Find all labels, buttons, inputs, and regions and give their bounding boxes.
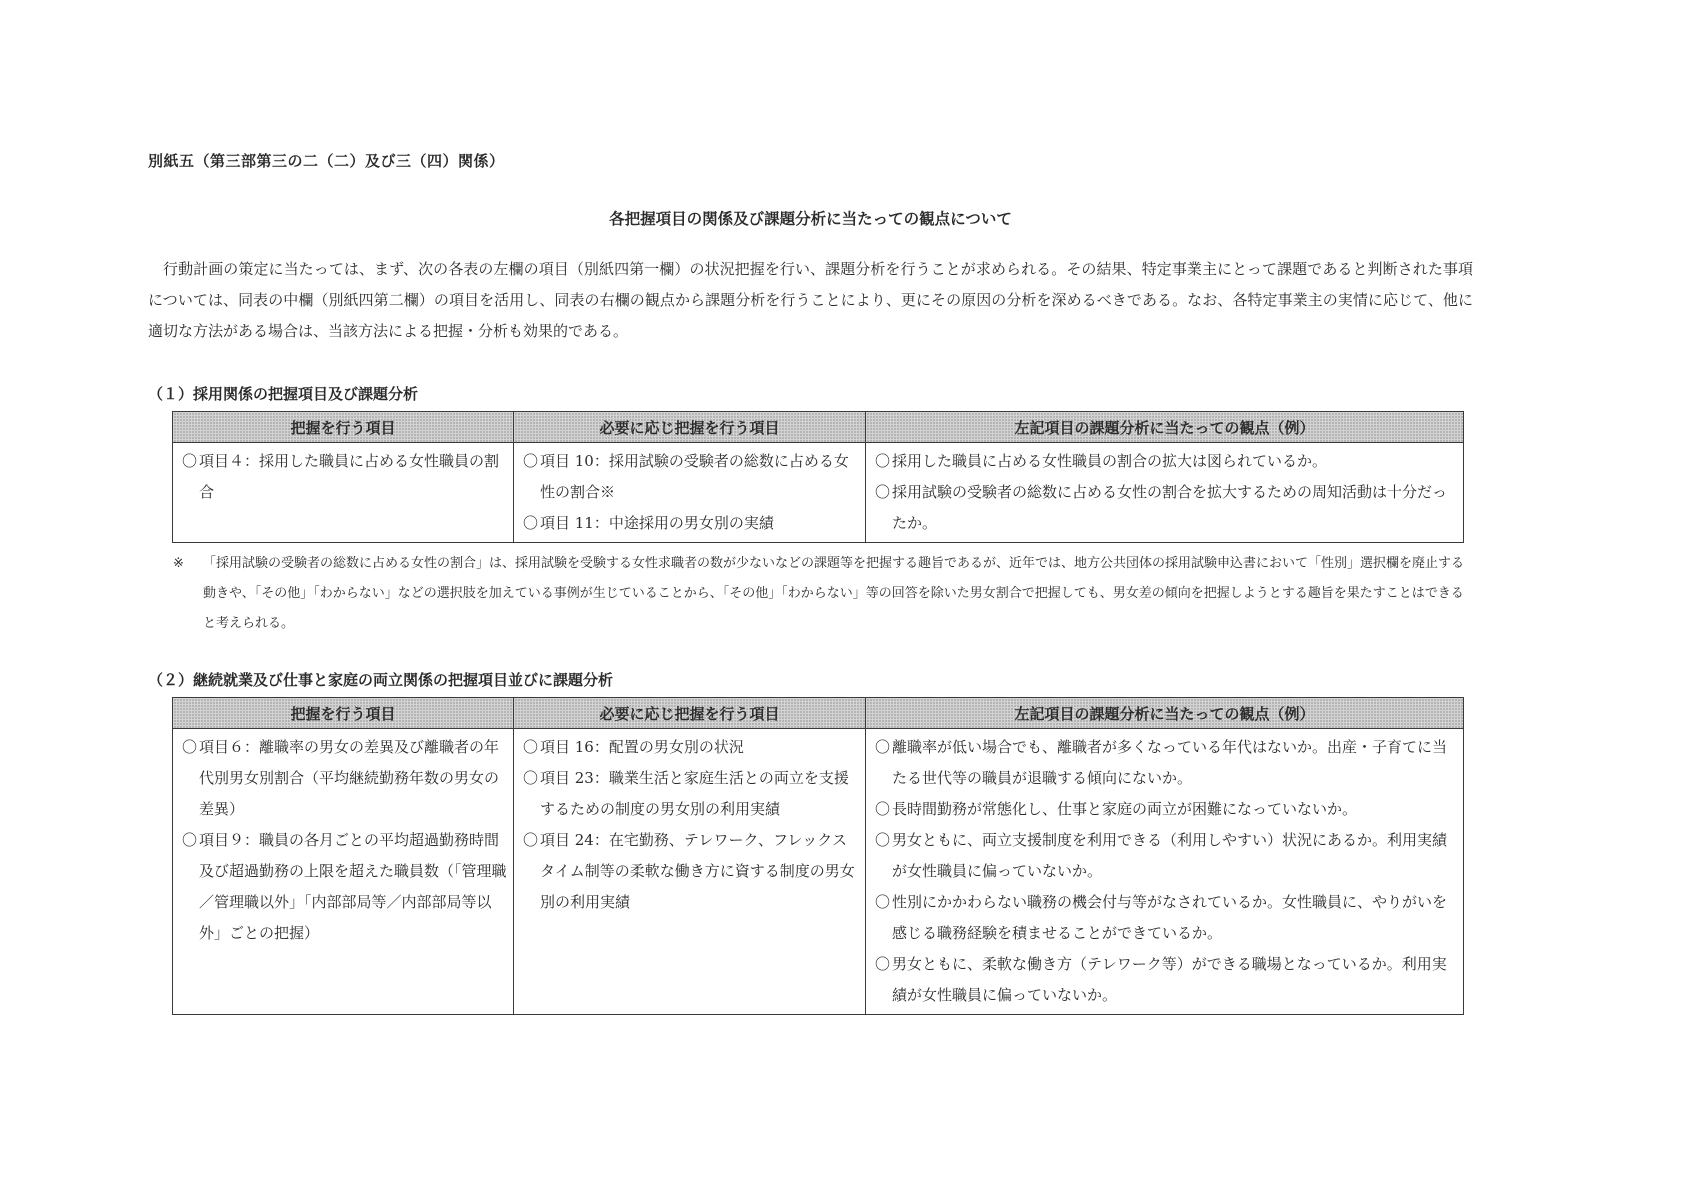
list-item: 〇 離職率が低い場合でも、離職者が多くなっている年代はないか。出産・子育てに当たる世代等の職員が退職する傾向にないか。 <box>875 738 1448 787</box>
list-item: 〇 男女ともに、両立支援制度を利用できる（利用しやすい）状況にあるか。利用実績が女性職員に偏っていないか。 <box>875 831 1448 880</box>
section2-optional-cell <box>514 729 866 1015</box>
section2-required-cell <box>173 729 514 1015</box>
list-item: 〇 項目９：職員の各月ごとの平均超過勤務時間及び超過勤務の上限を超えた職員数（「管理職／管理職以外」「内部部局等／内部部局等以外」ごとの把握） <box>182 831 507 942</box>
intro-paragraph: 行動計画の策定に当たっては、まず、次の各表の左欄の項目（別紙四第一欄）の状況把握を行い、課題分析を行うことが求められる。その結果、特定事業主にとって課題であると判断された事項については、同表の中欄（別紙四第二欄）の項目を活用し、同表の右欄の観点から課題分析を行うことにより、更にその原因の分析を深めるべきである。なお、各特定事業主の実情に応じて、他に適切な方法がある場合は、当該方法による把握・分析も効果的である。 <box>148 260 1473 340</box>
list-item: 〇 項目 11：中途採用の男女別の実績 <box>523 514 774 532</box>
list-item: 〇 男女ともに、柔軟な働き方（テレワーク等）ができる職場となっているか。利用実績が女性職員に偏っていないか。 <box>875 955 1447 1004</box>
list-item: 〇 項目 24：在宅勤務、テレワーク、フレックスタイム制等の柔軟な働き方に資する制度の男女別の利用実績 <box>523 831 855 911</box>
list-item: 〇 長時間勤務が常態化し、仕事と家庭の両立が困難になっていないか。 <box>875 800 1358 818</box>
list-item: 〇 項目４：採用した職員に占める女性職員の割合 <box>182 452 500 501</box>
header-optional-items: 必要に応じ把握を行う項目 <box>514 412 866 443</box>
section1-heading: （１）採用関係の把握項目及び課題分析 <box>148 385 419 403</box>
list-item: 〇 項目 10：採用試験の受験者の総数に占める女性の割合※ <box>523 452 849 501</box>
section1-viewpoint-cell <box>866 443 1464 543</box>
section1-optional-cell <box>514 443 866 543</box>
document-page <box>148 150 1473 1015</box>
section1-table <box>172 411 1464 543</box>
section1-header-row <box>173 412 1464 443</box>
attachment-label: 別紙五（第三部第三の二（二）及び三（四）関係） <box>148 152 505 170</box>
section1-required-cell <box>173 443 514 543</box>
header-analysis-viewpoints: 左記項目の課題分析に当たっての観点（例） <box>866 698 1464 729</box>
section1-footnote: ※ 「採用試験の受験者の総数に占める女性の割合」は、採用試験を受験する女性求職者の数が少ないなどの課題等を把握する趣旨であるが、近年では、地方公共団体の採用試験申込書において「性別」選択欄を廃止する動きや、「その他」「わからない」などの選択肢を加えている事例が生じていることから、「その他」「わからない」等の回答を除いた男女割合で把握しても、男女差の傾向を把握しようとする趣旨を果たすことはできると考えられる。 <box>173 556 1465 631</box>
list-item: 〇 性別にかかわらない職務の機会付与等がなされているか。女性職員に、やりがいを感じる職務経験を積ませることができているか。 <box>875 893 1448 942</box>
section2-table <box>172 697 1464 1015</box>
header-required-items: 把握を行う項目 <box>173 412 514 443</box>
section2-viewpoint-cell <box>866 729 1464 1015</box>
header-optional-items: 必要に応じ把握を行う項目 <box>514 698 866 729</box>
section2-body-row <box>173 729 1464 1015</box>
section1-body-row <box>173 443 1464 543</box>
header-required-items: 把握を行う項目 <box>173 698 514 729</box>
list-item: 〇 採用試験の受験者の総数に占める女性の割合を拡大するための周知活動は十分だったか。 <box>875 483 1448 532</box>
list-item: 〇 採用した職員に占める女性職員の割合の拡大は図られているか。 <box>875 452 1328 470</box>
list-item: 〇 項目６：離職率の男女の差異及び離職者の年代別男女別割合（平均継続勤務年数の男女の差異） <box>182 738 500 818</box>
list-item: 〇 項目 16：配置の男女別の状況 <box>523 738 744 756</box>
section2-header-row <box>173 698 1464 729</box>
header-analysis-viewpoints: 左記項目の課題分析に当たっての観点（例） <box>866 412 1464 443</box>
document-title: 各把握項目の関係及び課題分析に当たっての観点について <box>609 210 1012 228</box>
section2-heading: （２）継続就業及び仕事と家庭の両立関係の把握項目並びに課題分析 <box>148 671 614 689</box>
list-item: 〇 項目 23：職業生活と家庭生活との両立を支援するための制度の男女別の利用実績 <box>523 769 849 818</box>
